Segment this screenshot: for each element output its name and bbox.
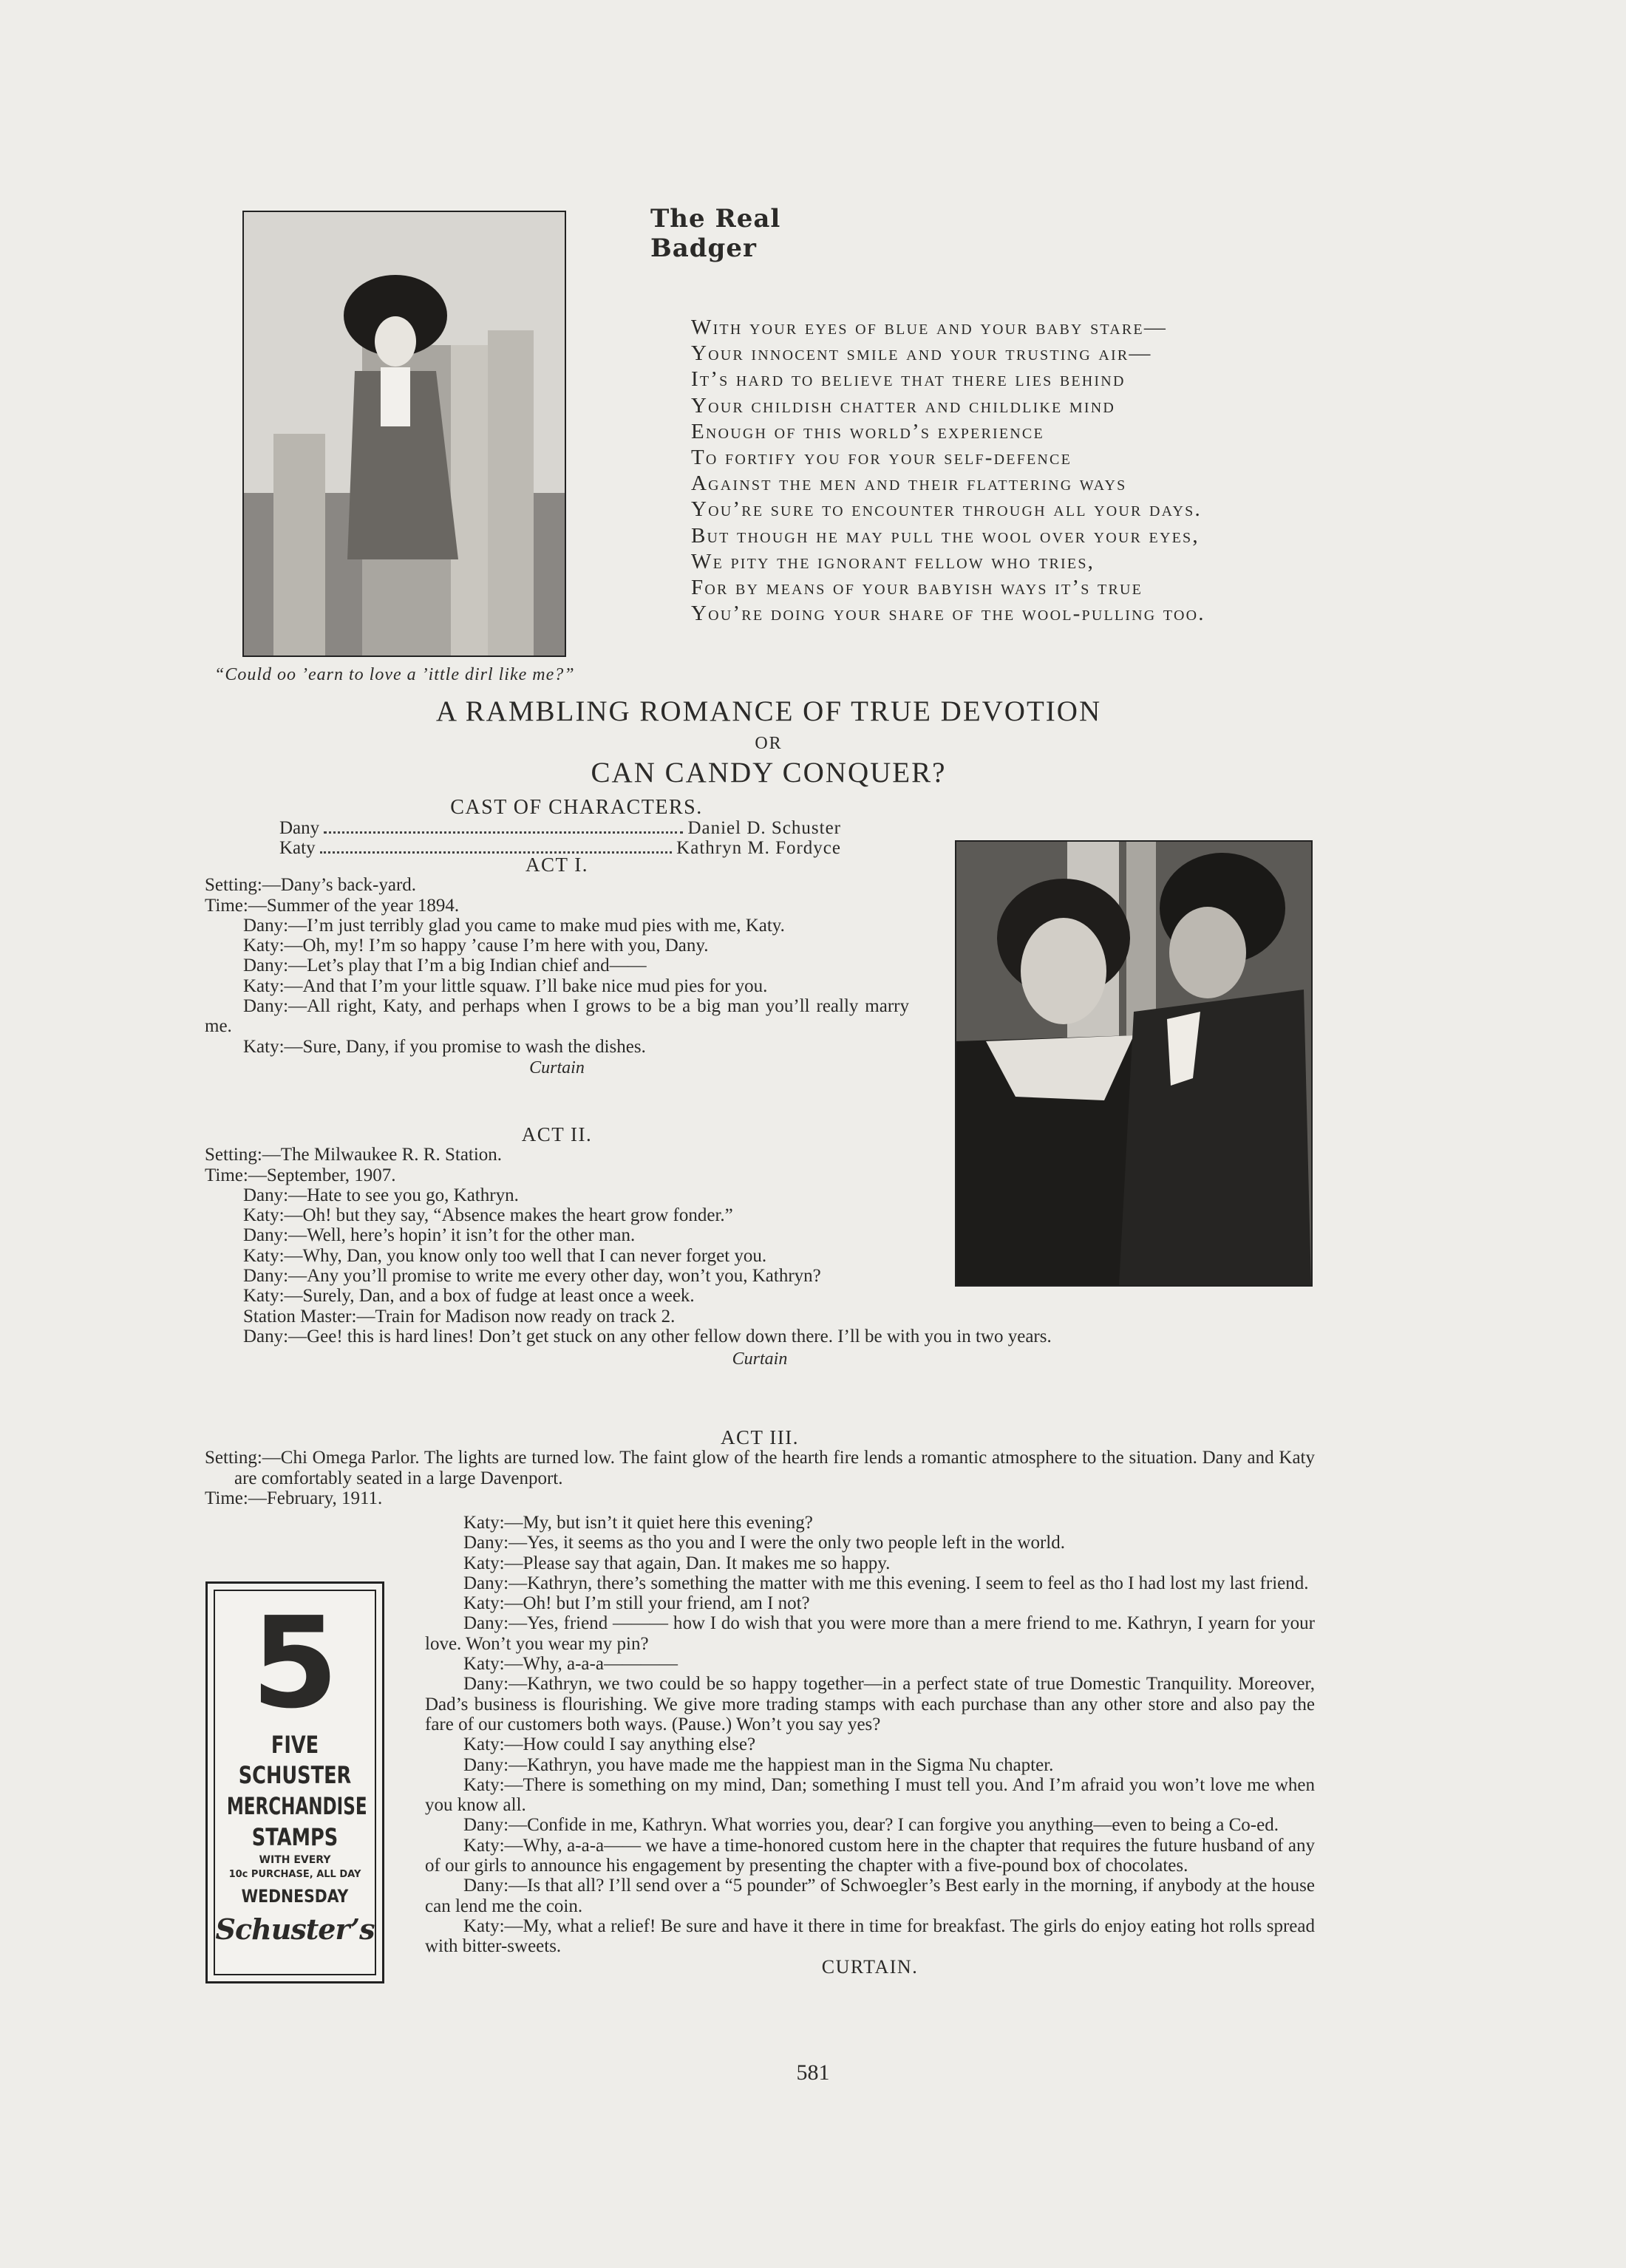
act-3-curtain: CURTAIN. bbox=[821, 1955, 919, 1978]
dialogue-line: Dany:—I’m just terribly glad you came to make mud pies with me, Katy. bbox=[243, 915, 785, 936]
dialogue-line: Katy:—Please say that again, Dan. It makes me so happy. bbox=[463, 1553, 891, 1573]
dialogue-line: Dany:—Yes, friend ——— how I do wish that you were more than a mere friend to me. Kathryn, I yearn for your love. Won’t you wear my pin? bbox=[425, 1613, 1315, 1654]
stamp-line-with-every: WITH EVERY bbox=[259, 1854, 331, 1866]
dialogue-line: Katy:—There is something on my mind, Dan; something I must tell you. And I’m afraid you won’t love me when you know all. bbox=[425, 1774, 1315, 1816]
poem-line: Your innocent smile and your trusting air— bbox=[691, 341, 1152, 366]
cast-actor: Daniel D. Schuster bbox=[687, 818, 841, 838]
cast-role: Dany bbox=[279, 818, 320, 838]
stamp-line-stamps: STAMPS bbox=[251, 1823, 339, 1851]
dialogue-line: Dany:—Well, here’s hopin’ it isn’t for the other man. bbox=[243, 1225, 636, 1246]
act-2-curtain: Curtain bbox=[732, 1349, 788, 1369]
poem bbox=[691, 315, 1356, 627]
dialogue-line: Dany:—Confide in me, Kathryn. What worries you, dear? I can forgive you anything—even to being a Co-ed. bbox=[463, 1815, 1279, 1836]
act-1 bbox=[205, 855, 909, 1078]
dialogue-line: Time:—Summer of the year 1894. bbox=[205, 895, 460, 916]
dialogue-line: Dany:—Kathryn, you have made me the happiest man in the Sigma Nu chapter. bbox=[463, 1754, 1054, 1775]
play-title: A RAMBLING ROMANCE OF TRUE DEVOTION bbox=[435, 695, 1102, 727]
stamp-ad bbox=[205, 1581, 384, 1983]
dialogue-line: Dany:—Any you’ll promise to write me every other day, won’t you, Kathryn? bbox=[243, 1266, 821, 1287]
photo-girl-at-fence-image bbox=[244, 212, 565, 655]
photo-girl-at-fence bbox=[242, 211, 566, 657]
photo-top-caption: “Could oo ’earn to love a ’ittle dirl like me?” bbox=[214, 665, 575, 684]
poem-line: It’s hard to believe that there lies behind bbox=[691, 367, 1126, 392]
act-2 bbox=[205, 1125, 1315, 1370]
dialogue-line: Katy:—Surely, Dan, and a box of fudge at least once a week. bbox=[243, 1286, 695, 1307]
dialogue-line: Dany:—All right, Katy, and perhaps when I grows to be a big man you’ll really marry me. bbox=[205, 996, 909, 1037]
stamp-ad-inner bbox=[214, 1590, 376, 1975]
poem-line: Against the men and their flattering ways bbox=[691, 471, 1127, 496]
dialogue-line: Station Master:—Train for Madison now ready on track 2. bbox=[243, 1306, 676, 1327]
dialogue-line: Katy:—My, but isn’t it quiet here this evening? bbox=[463, 1513, 813, 1533]
stamp-line-schuster: SCHUSTER bbox=[238, 1761, 352, 1789]
act-3-time: Time:—February, 1911. bbox=[205, 1488, 383, 1508]
dialogue-line: Setting:—Dany’s back-yard. bbox=[205, 875, 417, 896]
poem-line: Your childish chatter and childlike mind bbox=[691, 393, 1116, 418]
cast-row-dany bbox=[279, 818, 841, 838]
act-1-lines bbox=[205, 875, 909, 1057]
running-title: The Real Badger bbox=[650, 204, 781, 263]
poem-line: For by means of your babyish ways it’s true bbox=[691, 576, 1143, 600]
dialogue-line: Dany:—Kathryn, there’s something the matter with me this evening. I seem to feel as tho I had lost my last friend. bbox=[463, 1573, 1309, 1593]
act-1-curtain: Curtain bbox=[529, 1058, 585, 1077]
dialogue-line: Dany:—Kathryn, we two could be so happy together—in a perfect state of true Domestic Tranquility. Moreover, Dad’s business is flourishing. We give more trading stamps with each purchase than any other store and also pay the fare of our customers both ways. (Pause.) Won’t you say yes? bbox=[425, 1674, 1315, 1734]
dialogue-line: Dany:—Is that all? I’ll send over a “5 pounder” of Schwoegler’s Best early in the morning, if anybody at the house can lend me the coin. bbox=[425, 1876, 1315, 1916]
cast-role: Katy bbox=[279, 838, 316, 859]
act-2-lines bbox=[205, 1145, 1315, 1346]
dialogue-line: Katy:—Why, a-a-a—— we have a time-honored custom here in the chapter that requires the future husband of any of our girls to announce his engagement by presenting the chapter with a five-pound box of chocolates. bbox=[425, 1835, 1315, 1876]
dialogue-line: Katy:—Why, Dan, you know only too well that I can never forget you. bbox=[243, 1245, 767, 1266]
act-3 bbox=[205, 1428, 1315, 1508]
act-3-lines bbox=[425, 1513, 1315, 1957]
stamp-big-number: 5 bbox=[251, 1590, 339, 1737]
page-number: 581 bbox=[796, 2060, 830, 2085]
dialogue-line: Dany:—Hate to see you go, Kathryn. bbox=[243, 1185, 519, 1205]
cast-actor: Kathryn M. Fordyce bbox=[676, 838, 841, 859]
poem-line: To fortify you for your self-defence bbox=[691, 446, 1072, 470]
stamp-line-purchase: 10c PURCHASE, ALL DAY bbox=[228, 1869, 361, 1880]
dialogue-line: Katy:—Oh, my! I’m so happy ’cause I’m here with you, Dany. bbox=[243, 936, 709, 956]
act-3-setting: Setting:—Chi Omega Parlor. The lights are turned low. The faint glow of the hearth fire lends a romantic atmosphere to the situation. Dany and Katy are comfortably seated in a large Davenport. bbox=[205, 1448, 1315, 1488]
poem-line: You’re doing your share of the wool-pulling too. bbox=[691, 602, 1205, 626]
act-3-dialogue bbox=[425, 1513, 1315, 1977]
dialogue-line: Katy:—How could I say anything else? bbox=[463, 1734, 756, 1755]
act-2-heading: ACT II. bbox=[521, 1123, 593, 1145]
stamp-line-wednesday: WEDNESDAY bbox=[241, 1886, 349, 1907]
act-1-heading: ACT I. bbox=[525, 854, 588, 876]
stamp-line-five: FIVE bbox=[271, 1731, 319, 1759]
dialogue-line: Katy:—My, what a relief! Be sure and have it there in time for breakfast. The girls do enjoy eating hot rolls spread with bitter-sweets. bbox=[425, 1915, 1315, 1957]
cast-list bbox=[279, 818, 841, 859]
dialogue-line: Dany:—Gee! this is hard lines! Don’t get stuck on any other fellow down there. I’ll be with you in two years. bbox=[243, 1326, 1052, 1346]
play-or: OR bbox=[755, 734, 783, 753]
poem-line: You’re sure to encounter through all your days. bbox=[691, 497, 1202, 522]
dialogue-line: Dany:—Yes, it seems as tho you and I were the only two people left in the world. bbox=[463, 1533, 1065, 1553]
play-subtitle: CAN CANDY CONQUER? bbox=[591, 757, 947, 789]
poem-line: We pity the ignorant fellow who tries, bbox=[691, 549, 1095, 573]
poem-line: With your eyes of blue and your baby stare— bbox=[691, 316, 1168, 339]
cast-heading: CAST OF CHARACTERS. bbox=[450, 796, 703, 819]
stamp-brand-logo: Schuster’s bbox=[215, 1913, 375, 1946]
dialogue-line: Time:—September, 1907. bbox=[205, 1165, 396, 1185]
dialogue-line: Katy:—And that I’m your little squaw. I’ll bake nice mud pies for you. bbox=[243, 975, 768, 996]
dialogue-line: Katy:—Why, a-a-a———— bbox=[463, 1654, 678, 1675]
dialogue-line: Dany:—Let’s play that I’m a big Indian chief and—— bbox=[243, 956, 647, 976]
dialogue-line: Katy:—Oh! but I’m still your friend, am I not? bbox=[463, 1593, 810, 1614]
dialogue-line: Katy:—Sure, Dany, if you promise to wash the dishes. bbox=[243, 1036, 646, 1057]
poem-line: But though he may pull the wool over your eyes, bbox=[691, 523, 1200, 548]
stamp-line-merchandise: MERCHANDISE bbox=[226, 1792, 367, 1820]
poem-line: Enough of this world’s experience bbox=[691, 419, 1044, 443]
dialogue-line: Setting:—The Milwaukee R. R. Station. bbox=[205, 1145, 503, 1165]
dialogue-line: Katy:—Oh! but they say, “Absence makes the heart grow fonder.” bbox=[243, 1205, 733, 1226]
act-3-heading: ACT III. bbox=[721, 1426, 799, 1448]
